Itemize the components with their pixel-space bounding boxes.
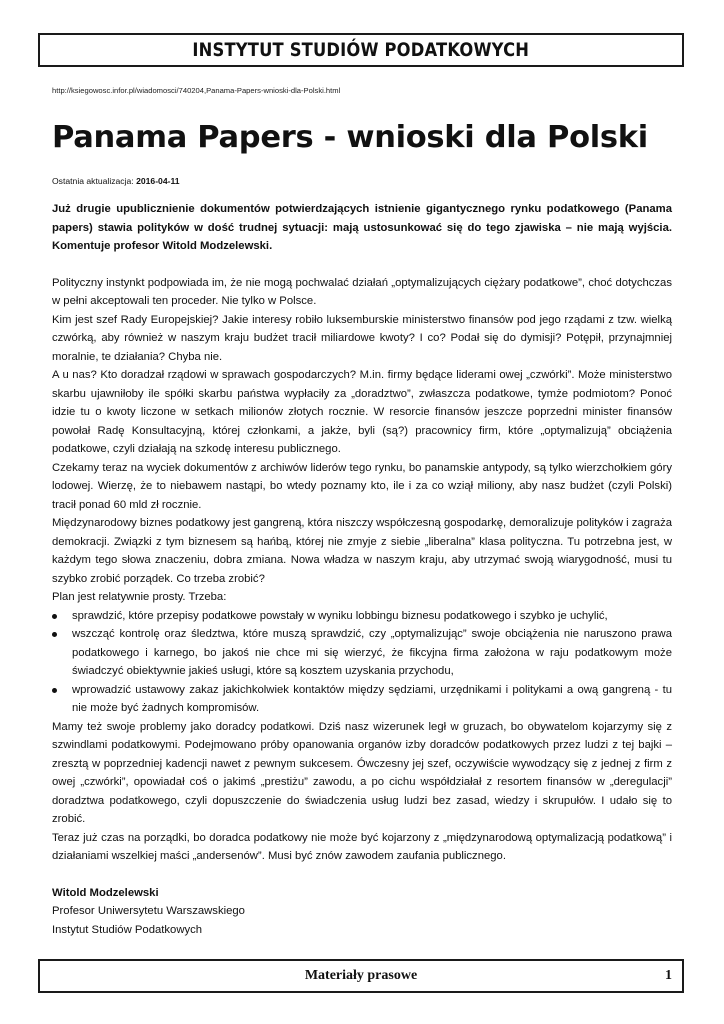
list-item xyxy=(52,681,672,718)
bullet-icon xyxy=(52,632,57,637)
action-plan-list xyxy=(52,607,672,718)
footer-label: Materiały prasowe xyxy=(304,968,418,983)
header-box xyxy=(38,33,684,67)
paragraph: Kim jest szef Rady Europejskiej? Jakie interesy robiło luksemburskie ministerstwo finansów pod jego rządami z tzw. wielką czwórką, aby również w naszym kraju budżet tracił miliardowe kwoty? I co? Podał się do dymisji? Potępił, przynajmniej moralnie, te działania? Chyba nie. xyxy=(52,313,672,363)
updated-label: Ostatnia aktualizacja: xyxy=(52,176,134,186)
paragraph: Polityczny instynkt podpowiada im, że nie mogą pochwalać działań „optymalizujących ciężary podatkowe”, choć dotychczas w pełni akceptowali ten proceder. Nie tylko w Polsce. xyxy=(52,276,672,307)
bullet-icon xyxy=(52,614,57,619)
article-lead: Już drugie upublicznienie dokumentów potwierdzających istnienie gigantycznego rynku podatkowego (Panama papers) stawia polityków w dość trudnej sytuacji: mają ustosunkować się do tego zjawiska – nie mają wyjścia. Komentuje profesor Witold Modzelewski. xyxy=(52,203,672,252)
list-item-text: sprawdzić, które przepisy podatkowe powstały w wyniku lobbingu biznesu podatkowego i szybko je uchylić, xyxy=(72,609,608,622)
article-title: Panama Papers - wnioski dla Polski xyxy=(52,120,648,155)
footer-box xyxy=(38,959,684,993)
paragraph: Czekamy teraz na wyciek dokumentów z archiwów liderów tego rynku, bo panamskie antypody, są tylko wierzchołkiem góry lodowej. Wierzę, że to niebawem nastąpi, bo wtedy poznamy kto, ile i za co wziął miliony, aby nasz budżet (czyli Polski) tracił ponad 60 mld zł rocznie. xyxy=(52,461,672,511)
paragraph: A u nas? Kto doradzał rządowi w sprawach gospodarczych? M.in. firmy będące liderami owej „czwórki”. Może ministerstwo skarbu ujawniłoby ile spółki skarbu państwa wypłaciły za „doradztwo”, zwłaszcza podatkowe, tymże podmiotom? Ponoć idzie tu o kwoty liczone w setkach milionów złotych rocznie. W resorcie finansów jeszcze poprzedni minister finansów powołał Radę Konsultacyjną, której członkami, a jakże, byli (są?) pracownicy firm, które „optymalizują” obciążenia podatkowe, czyli działają na szkodę interesu publicznego. xyxy=(52,369,672,455)
paragraph: Plan jest relatywnie prosty. Trzeba: xyxy=(52,591,227,603)
list-item-text: wszcząć kontrolę oraz śledztwa, które muszą sprawdzić, czy „optymalizując” swoje obciążenia nie naruszono prawa podatkowego i karnego, bo jakoś nie chce mi się wierzyć, że fikcyjna firma założona w raju podatkowym może świadczyć obiektywnie jakieś usługi, które są kosztem uzyskania przychodu, xyxy=(72,628,672,677)
paragraph: Mamy też swoje problemy jako doradcy podatkowi. Dziś nasz wizerunek legł w gruzach, bo obywatelom kojarzymy się z szwindlami podatkowymi. Podejmowano próby opanowania organów izby doradców podatkowych przez ludzi z tej bajki – zresztą w poprzedniej kadencji nawet z pewnym sukcesem. Ówczesny jej szef, oczywiście wywodzący się z jednej z firm z owej „czwórki”, opowiadał coś o jakimś „prestiżu” zawodu, a po cichu współdziałał z resortem finansów w „deregulacji” doradztwa podatkowego, czyli dopuszczenie do świadczenia usług ludzi bez zasad, wiedzy i skrupułów. I udało się to zrobić. xyxy=(52,720,672,825)
author-institution: Instytut Studiów Podatkowych xyxy=(52,923,203,936)
last-updated xyxy=(52,176,180,186)
author-name: Witold Modzelewski xyxy=(52,886,159,899)
list-item xyxy=(52,625,672,681)
paragraph: Teraz już czas na porządki, bo doradca podatkowy nie może być kojarzony z „międzynarodową optymalizacją podatkową” i działaniami wszelkiej maści „andersenów”. Musi być znów zawodem zaufania publicznego. xyxy=(52,831,672,862)
list-item xyxy=(52,607,672,626)
institute-title: INSTYTUT STUDIÓW PODATKOWYCH xyxy=(192,39,530,61)
bullet-icon xyxy=(52,688,57,693)
paragraph: Międzynarodowy biznes podatkowy jest gangreną, która niszczy współczesną gospodarkę, demoralizuje polityków i zagraża demokracji. Związki z tym biznesem są hańbą, której nie zmyje z siebie „liberalna” klasa polityczna. Tu potrzebna jest, w każdym tego słowa znaczeniu, dobra zmiana. Nowa władza w naszym kraju, aby utrzymać swoją wiarygodność, musi tu szybko zrobić porządek. Co trzeba zrobić? xyxy=(52,517,672,585)
source-url[interactable]: http://ksiegowosc.infor.pl/wiadomosci/740204,Panama-Papers-wnioski-dla-Polski.html xyxy=(52,86,341,95)
list-item-text: wprowadzić ustawowy zakaz jakichkolwiek kontaktów między sędziami, urzędnikami i politykami a ową gangreną - tu nie może być żadnych kompromisów. xyxy=(72,683,672,714)
updated-date: 2016-04-11 xyxy=(136,176,180,186)
article-body xyxy=(52,200,672,939)
author-position: Profesor Uniwersytetu Warszawskiego xyxy=(52,905,245,917)
page-number: 1 xyxy=(665,968,672,983)
